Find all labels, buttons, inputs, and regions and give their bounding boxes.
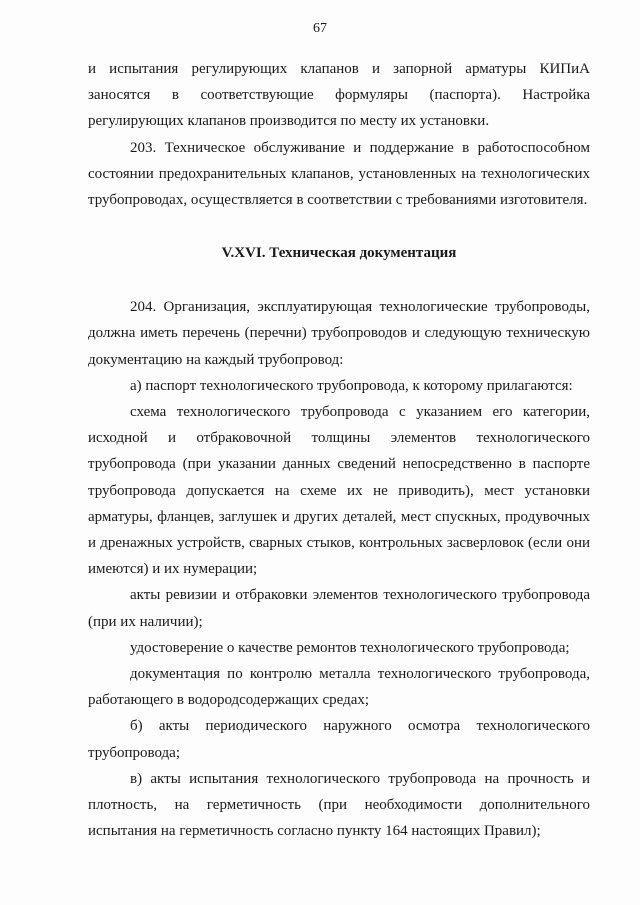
paragraph-continuation: и испытания регулирующих клапанов и запорной арматуры КИПиА заносятся в соответствующие формуляры (паспорта). Настройка регулирующих клапанов производится по месту их установки. — [88, 61, 590, 130]
list-subitem-metal-control: документация по контролю металла технологического трубопровода, работающего в водородсодержащих средах; — [88, 666, 590, 709]
paragraph-203: 203. Техническое обслуживание и поддержание в работоспособном состоянии предохранительных клапанов, установленных на технологических трубопроводах, осуществляется в соответствии с требованиями изготовителя. — [88, 139, 590, 209]
list-item-v: в) акты испытания технологического трубопровода на прочность и плотность, на герметичность (при необходимости дополнительного испытания на герметичность согласно пункту 164 настоящих Правил); — [88, 770, 590, 840]
list-item-b: б) акты периодического наружного осмотра технологического трубопровода; — [88, 718, 590, 761]
document-body — [88, 56, 590, 844]
paragraph-204: 204. Организация, эксплуатирующая технологические трубопроводы, должна иметь перечень (перечни) трубопроводов и следующую техническую документацию на каждый трубопровод: — [88, 299, 590, 368]
list-subitem-scheme: схема технологического трубопровода с указанием его категории, исходной и отбраковочной толщины элементов технологического трубопровода (при указании данных сведений непосредственно в паспорте трубопровода допускается на схеме их не приводить), мест установки арматуры, фланцев, заглушек и других деталей, мест спускных, продувочных и дренажных устройств, сварных стыков, контрольных засверловок (если они имеются) и их нумерации; — [88, 404, 590, 578]
page-number: 67 — [313, 21, 327, 36]
list-subitem-revision-acts: акты ревизии и отбраковки элементов технологического трубопровода (при их наличии); — [88, 587, 590, 630]
list-item-a: а) паспорт технологического трубопровода, к которому прилагаются: — [130, 377, 573, 394]
section-heading: V.XVI. Техническая документация — [221, 245, 457, 262]
list-subitem-repair-certificate: удостоверение о качестве ремонтов технологического трубопровода; — [130, 639, 570, 656]
